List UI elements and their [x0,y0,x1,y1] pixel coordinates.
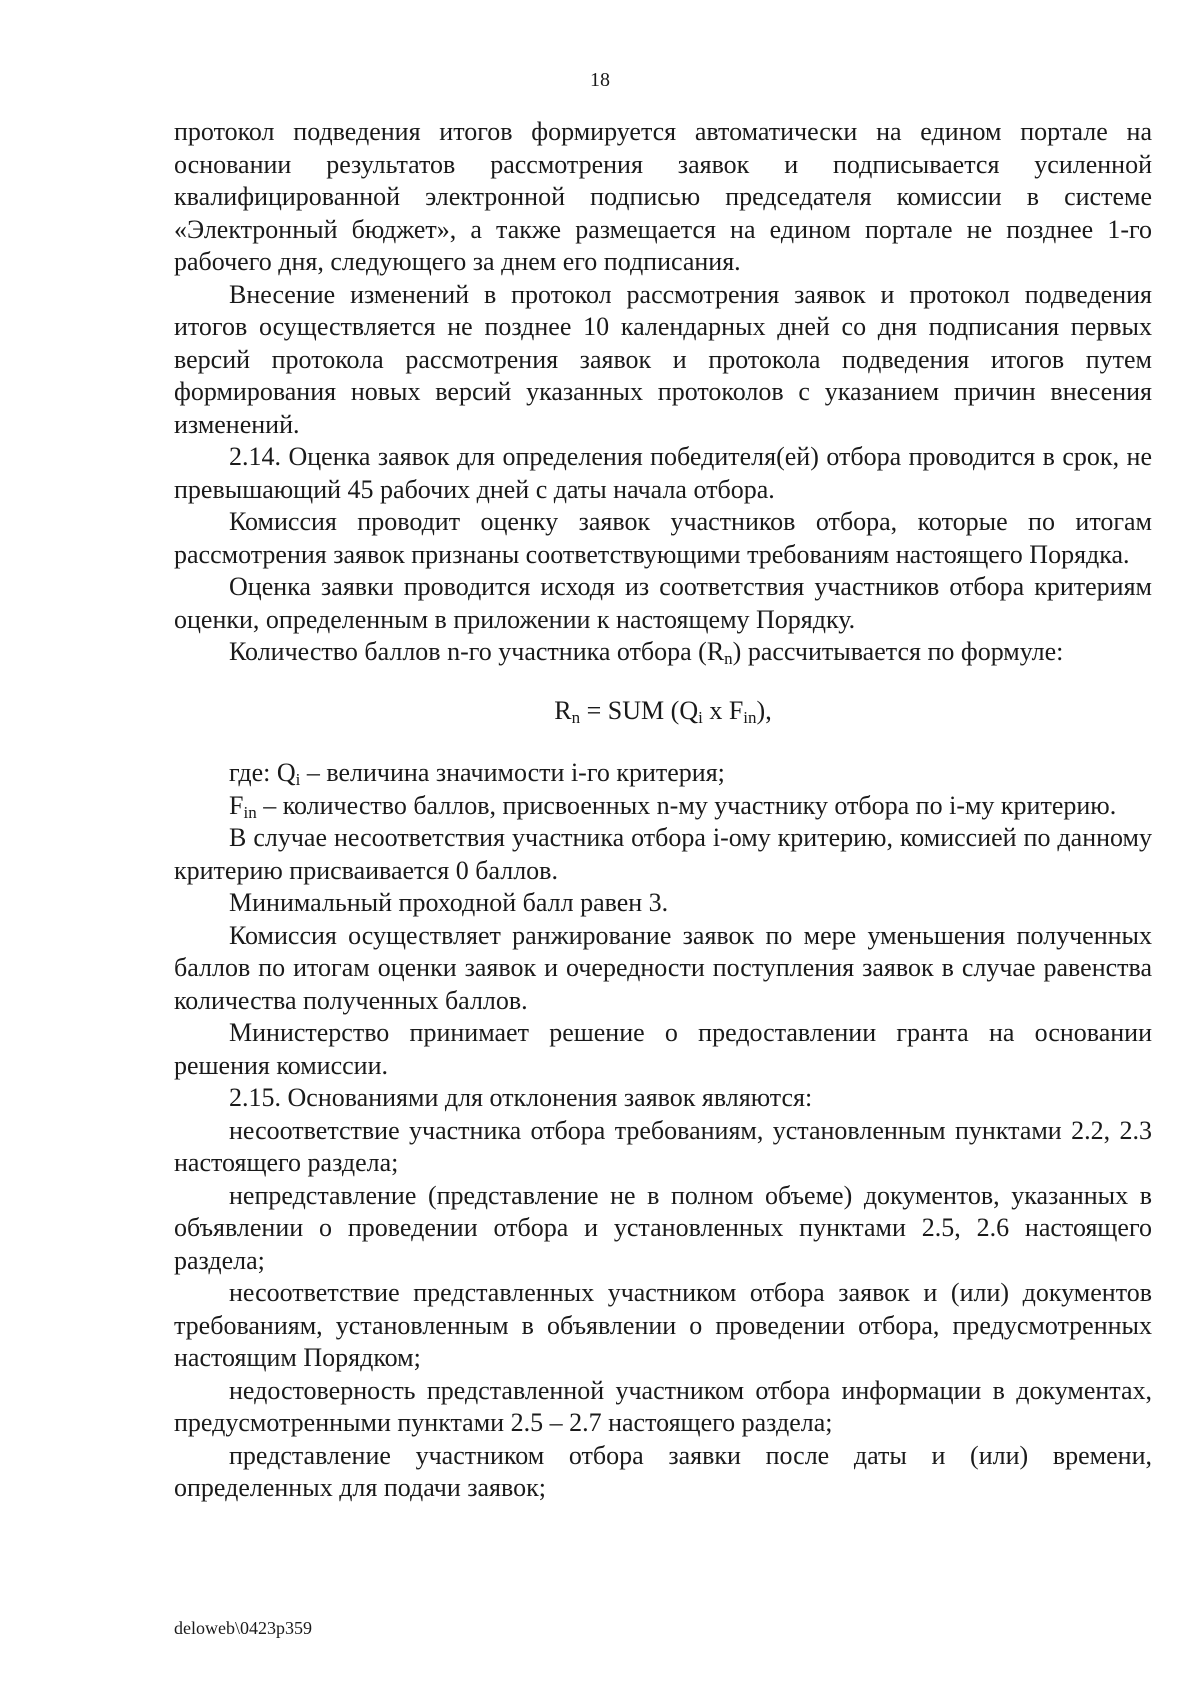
document-footer-code: deloweb\0423p359 [174,1618,312,1638]
where-q-start: где: Q [229,758,296,787]
score-sentence-end: ) рассчитывается по формуле: [732,637,1064,666]
list-item: недостоверность представленной участником отбора информации в документах, предусмотренными пунктами 2.5 – 2.7 настоящего раздела; [174,1375,1152,1437]
document-body [174,116,1152,1505]
score-sentence-sub: n [724,649,733,668]
formula-f-sub: in [743,707,757,727]
page-number: 18 [590,69,610,91]
formula-end: ), [756,695,772,725]
paragraph: В случае несоответствия участника отбора i-ому критерию, комиссией по данному критерию присваивается 0 баллов. [174,823,1152,885]
list-item: представление участником отбора заявки после даты и (или) времени, определенных для подачи заявок; [174,1440,1152,1502]
where-f-start: F [229,790,244,820]
paragraph: Минимальный проходной балл равен 3. [229,888,669,917]
where-f-sub: in [243,802,257,822]
paragraph: 2.15. Основаниями для отклонения заявок являются: [229,1083,813,1112]
where-f [174,790,1152,823]
formula-r: R [554,695,572,725]
paragraph: Комиссия проводит оценку заявок участников отбора, которые по итогам рассмотрения заявок признаны соответствующими требованиям настоящего Порядка. [174,507,1152,569]
paragraph: 2.14. Оценка заявок для определения победителя(ей) отбора проводится в срок, не превышающий 45 рабочих дней с даты начала отбора. [174,442,1152,504]
paragraph: Оценка заявки проводится исходя из соответствия участников отбора критериям оценки, определенным в приложении к настоящему Порядку. [174,572,1152,634]
paragraph: протокол подведения итогов формируется автоматически на едином портале на основании результатов рассмотрения заявок и подписывается усиленной квалифицированной электронной подписью председателя комиссии в системе «Электронный бюджет», а также размещается на едином портале не позднее 1-го рабочего дня, следующего за днем его подписания. [174,117,1152,276]
list-item: несоответствие представленных участником отбора заявок и (или) документов требованиям, установленным в объявлении о проведении отбора, предусмотренных настоящим Порядком; [174,1278,1152,1372]
formula [174,695,1152,728]
where-q-sub: i [295,770,301,789]
list-item: непредставление (представление не в полном объеме) документов, указанных в объявлении о проведении отбора и установленных пунктами 2.5, 2.6 настоящего раздела; [174,1180,1152,1275]
where-q [174,757,1152,790]
paragraph: Внесение изменений в протокол рассмотрения заявок и протокол подведения итогов осуществляется не позднее 10 календарных дней со дня подписания первых версий протокола рассмотрения заявок и протокола подведения итогов путем формирования новых версий указанных протоколов с указанием причин внесения изменений. [174,279,1152,439]
list-item: несоответствие участника отбора требованиям, установленным пунктами 2.2, 2.3 настоящего раздела; [174,1115,1152,1177]
where-f-end: – количество баллов, присвоенных n-му участнику отбора по i-му критерию. [256,790,1117,820]
formula-mid: = SUM (Q [580,695,699,725]
where-q-end: – величина значимости i-го критерия; [300,758,725,787]
paragraph: Комиссия осуществляет ранжирование заявок по мере уменьшения полученных баллов по итогам оценки заявок и очередности поступления заявок в случае равенства количества полученных баллов. [174,920,1152,1015]
formula-r-sub: n [571,707,581,727]
formula-x: x F [702,695,744,725]
score-sentence-start: Количество баллов n-го участника отбора (R [229,637,725,666]
score-sentence [174,636,1152,669]
formula-q-sub: i [698,707,703,727]
paragraph: Министерство принимает решение о предоставлении гранта на основании решения комиссии. [174,1018,1152,1080]
